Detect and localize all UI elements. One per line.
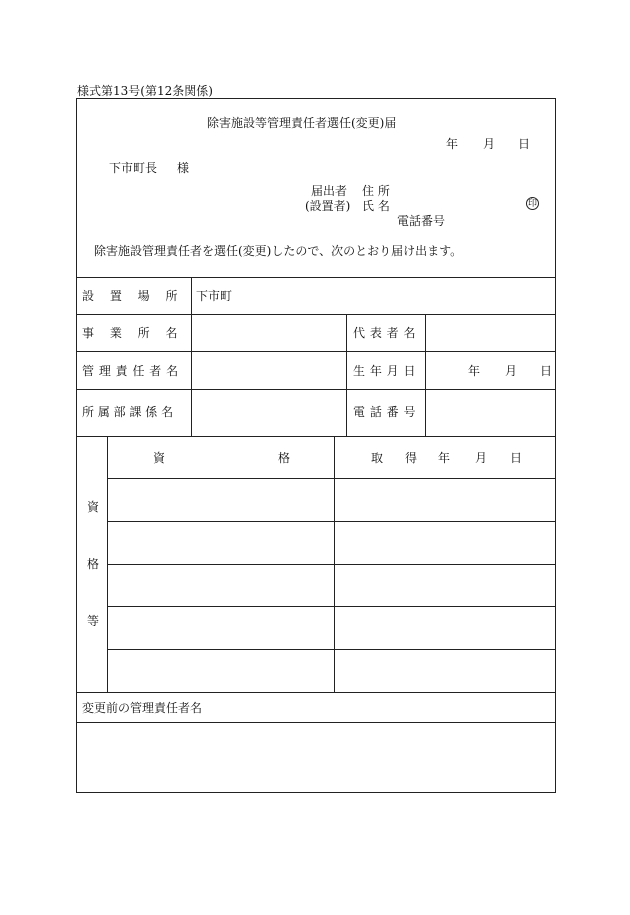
col-acquired-1: 取 (371, 451, 384, 465)
representative-label: 代 表 者 名 (353, 326, 416, 340)
installer-label: (設置者) (305, 199, 351, 213)
department-label: 所 属 部 課 係 名 (82, 405, 174, 419)
name-label: 氏 名 (362, 199, 390, 213)
col-year: 年 (438, 451, 451, 465)
qual-side-label-3: 等 (87, 614, 100, 628)
date-day-label: 日 (518, 137, 531, 151)
form-title: 除害施設等管理責任者選任(変更)届 (207, 116, 397, 130)
applicant-label: 届出者 (311, 184, 348, 198)
date-month-label: 月 (483, 137, 496, 151)
location-label: 設 置 場 所 (82, 289, 178, 303)
manager-name-label: 管 理 責 任 者 名 (82, 364, 179, 378)
birthdate-label: 生 年 月 日 (353, 364, 416, 378)
birth-day-label: 日 (540, 364, 553, 378)
phone-number-label: 電 話 番 号 (353, 405, 416, 419)
location-value: 下市町 (196, 289, 233, 303)
col-day: 日 (510, 451, 523, 465)
addressee: 下市町長 (109, 161, 158, 175)
address-label: 住 所 (362, 184, 390, 198)
statement-text: 除害施設管理責任者を選任(変更)したので、次のとおり届け出ます。 (94, 244, 463, 258)
qual-side-label-2: 格 (87, 557, 100, 571)
qual-side-label-1: 資 (87, 500, 100, 514)
addressee-suffix: 様 (177, 161, 190, 175)
col-qualification-1: 資 (153, 451, 166, 465)
date-year-label: 年 (446, 137, 459, 151)
phone-label: 電話番号 (397, 214, 446, 228)
form-code: 様式第13号(第12条関係) (77, 84, 213, 98)
previous-manager-label: 変更前の管理責任者名 (82, 701, 203, 715)
office-name-label: 事 業 所 名 (82, 326, 178, 340)
col-qualification-2: 格 (278, 451, 291, 465)
col-acquired-2: 得 (405, 451, 418, 465)
col-month: 月 (475, 451, 488, 465)
seal-mark: 印 (527, 199, 537, 209)
birth-year-label: 年 (468, 364, 481, 378)
birth-month-label: 月 (505, 364, 518, 378)
